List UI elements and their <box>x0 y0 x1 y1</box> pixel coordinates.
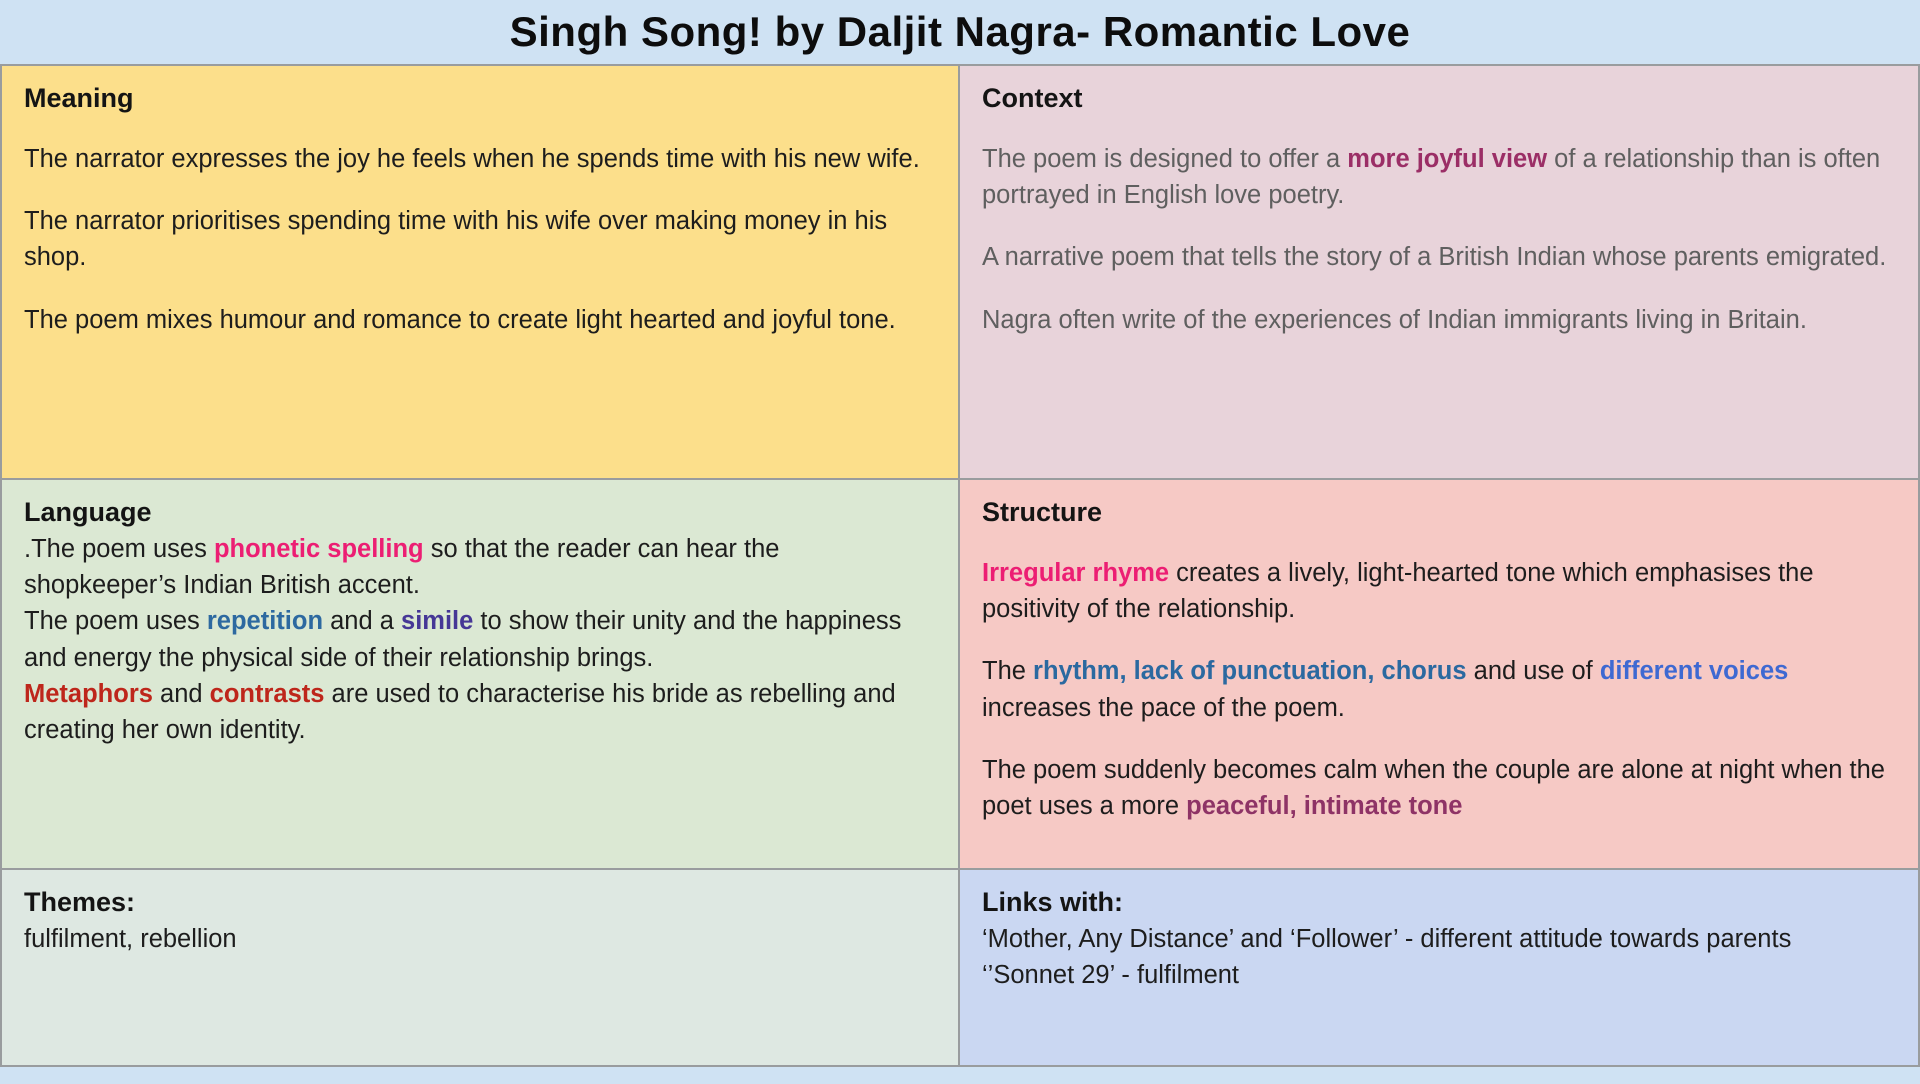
text-run: The poem uses <box>24 607 207 636</box>
text-run: The poem mixes humour and romance to create light hearted and joyful tone. <box>24 305 896 334</box>
themes-heading: Themes: <box>24 887 136 917</box>
context-body <box>982 141 1892 338</box>
bottom-margin-strip <box>0 1067 1920 1084</box>
text-run: The poem suddenly becomes calm when the couple are alone at night when the poet uses a more <box>982 755 1885 821</box>
links-heading: Links with: <box>982 887 1123 917</box>
paragraph <box>24 603 932 675</box>
text-run: The narrator prioritises spending time with his wife over making money in his shop. <box>24 207 888 272</box>
structure-body <box>982 555 1892 824</box>
highlighted-term: rhythm, lack of punctuation, chorus <box>1033 657 1467 686</box>
text-run: increases the pace of the poem. <box>982 693 1345 722</box>
context-heading: Context <box>982 83 1083 113</box>
highlighted-term: different voices <box>1599 657 1789 686</box>
meaning-cell <box>2 66 960 480</box>
text-run: creates a lively, light-hearted tone which emphasises the positivity of the relationship. <box>982 559 1814 624</box>
language-body <box>24 531 932 748</box>
notes-table <box>0 64 1920 1067</box>
paragraph <box>24 302 932 338</box>
text-run: The narrator expresses the joy he feels when he spends time with his new wife. <box>24 145 920 173</box>
text-run: and <box>152 679 210 708</box>
text-run: are used to characterise his bride as rebelling and creating her own identity. <box>24 679 896 745</box>
paragraph <box>982 141 1892 213</box>
paragraph <box>982 555 1892 627</box>
text-run: fulfilment, rebellion <box>24 925 237 953</box>
text-run: Nagra often write of the experiences of Indian immigrants living in Britain. <box>982 305 1807 334</box>
highlighted-term: simile <box>401 607 474 636</box>
text-run: and use of <box>1466 657 1600 686</box>
paragraph <box>24 921 932 957</box>
page-title: Singh Song! by Daljit Nagra- Romantic Love <box>509 8 1411 55</box>
highlighted-term: Metaphors <box>24 679 153 708</box>
highlighted-term: phonetic spelling <box>213 535 424 563</box>
paragraph <box>24 141 932 177</box>
meaning-heading: Meaning <box>24 83 134 113</box>
context-cell <box>960 66 1918 480</box>
language-cell <box>2 480 960 870</box>
highlighted-term: peaceful, intimate tone <box>1186 792 1463 821</box>
highlighted-term: contrasts <box>209 679 325 708</box>
text-run: to show their unity and the happiness and energy the physical side of their relationship brings. <box>24 607 902 672</box>
text-run: A narrative poem that tells the story of a British Indian whose parents emigrated. <box>982 243 1887 272</box>
highlighted-term: repetition <box>206 607 324 636</box>
language-heading: Language <box>24 497 152 527</box>
structure-cell <box>960 480 1918 870</box>
paragraph <box>982 302 1892 338</box>
highlighted-term: more joyful view <box>1347 145 1548 173</box>
paragraph <box>982 653 1892 725</box>
paragraph <box>24 203 932 275</box>
text-run: The <box>982 657 1034 686</box>
links-body <box>982 921 1892 993</box>
title-bar <box>0 0 1920 64</box>
text-run: ‘’Sonnet 29’ - fulfilment <box>982 961 1240 990</box>
paragraph <box>24 531 932 603</box>
text-run: so that the reader can hear the shopkeeper’s Indian British accent. <box>24 535 780 600</box>
paragraph <box>982 752 1892 824</box>
paragraph <box>982 957 1892 993</box>
themes-body <box>24 921 932 957</box>
text-run: .The poem uses <box>24 535 214 563</box>
structure-heading: Structure <box>982 497 1103 527</box>
text-run: ‘Mother, Any Distance’ and ‘Follower’ - different attitude towards parents <box>982 925 1792 953</box>
paragraph <box>24 676 932 748</box>
text-run: The poem is designed to offer a <box>982 145 1348 173</box>
paragraph <box>982 239 1892 275</box>
meaning-body <box>24 141 932 338</box>
paragraph <box>982 921 1892 957</box>
links-cell <box>960 870 1918 1065</box>
themes-cell <box>2 870 960 1065</box>
text-run: of a relationship than is often portrayed in English love poetry. <box>982 145 1881 210</box>
text-run: and a <box>323 607 402 636</box>
highlighted-term: Irregular rhyme <box>982 559 1170 587</box>
